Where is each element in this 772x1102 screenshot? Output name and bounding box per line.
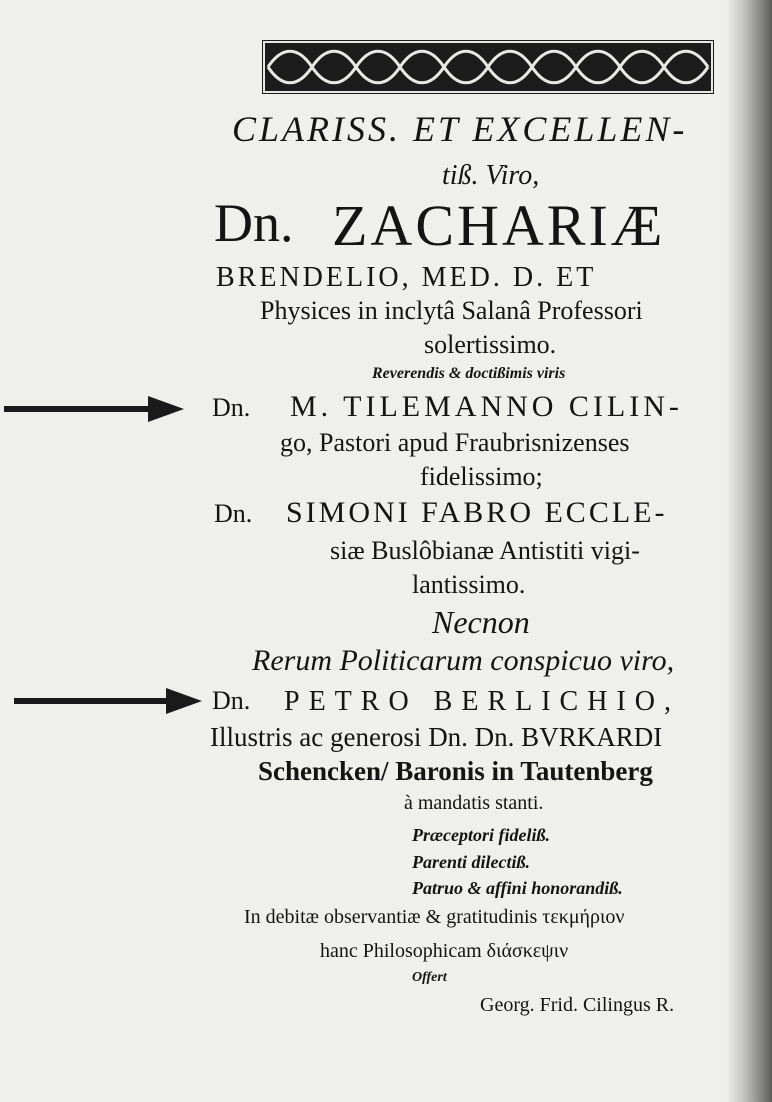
recipient-2-desc-1: go, Pastori apud Fraubrisnizenses — [280, 428, 630, 457]
arrow-right-icon — [4, 394, 186, 424]
name-prefix-4: Dn. — [212, 686, 251, 715]
closing-line-1: In debitæ observantiæ & gratitudinis τεκμήριον — [244, 906, 625, 928]
recipient-4-desc-3: à mandatis stanti. — [404, 792, 544, 814]
arrow-right-icon — [14, 686, 204, 716]
recipient-2-desc-2: fidelissimo; — [420, 462, 543, 491]
name-prefix-1: Dn. — [214, 193, 294, 253]
dedication-line-1: CLARISS. ET EXCELLEN- — [232, 109, 688, 149]
recipient-4-desc-1: Illustris ac generosi Dn. Dn. BVRKARDI — [210, 722, 663, 752]
recipient-3-desc-2: lantissimo. — [412, 570, 526, 599]
role-line-3: Patruo & affini honorandiß. — [412, 878, 623, 898]
dedication-line-2: tiß. Viro, — [442, 160, 540, 191]
recipient-name-3: SIMONI FABRO ECCLE- — [286, 496, 668, 529]
name-prefix-3: Dn. — [214, 499, 253, 528]
recipient-1-desc-1: Physices in inclytâ Salanâ Professori — [260, 296, 643, 325]
closing-line-3: Offert — [412, 970, 447, 985]
recipient-1-desc-2: solertissimo. — [424, 330, 557, 359]
politic-line: Rerum Politicarum conspicuo viro, — [252, 644, 675, 677]
reverend-line: Reverendis & doctißimis viris — [372, 365, 566, 382]
recipient-4-desc-2: Schencken/ Baronis in Tautenberg — [258, 756, 653, 786]
recipient-name-1-surname: BRENDELIO, MED. D. ET — [216, 262, 597, 293]
recipient-name-1: ZACHARIÆ — [332, 193, 666, 258]
necnon-line: Necnon — [432, 604, 530, 640]
signature: Georg. Frid. Cilingus R. — [480, 994, 675, 1016]
recipient-3-desc-1: siæ Buslôbianæ Antistiti vigi- — [330, 536, 640, 565]
ornament-band — [262, 40, 714, 94]
role-line-2: Parenti dilectiß. — [412, 852, 530, 872]
role-line-1: Præceptori fideliß. — [412, 825, 550, 845]
page-spine-shadow — [726, 0, 772, 1102]
name-prefix-2: Dn. — [212, 393, 251, 422]
recipient-name-2: M. TILEMANNO CILIN- — [290, 390, 683, 423]
closing-line-2: hanc Philosophicam διάσκεψιν — [320, 940, 569, 962]
recipient-name-4: PETRO BERLICHIO, — [284, 686, 680, 717]
